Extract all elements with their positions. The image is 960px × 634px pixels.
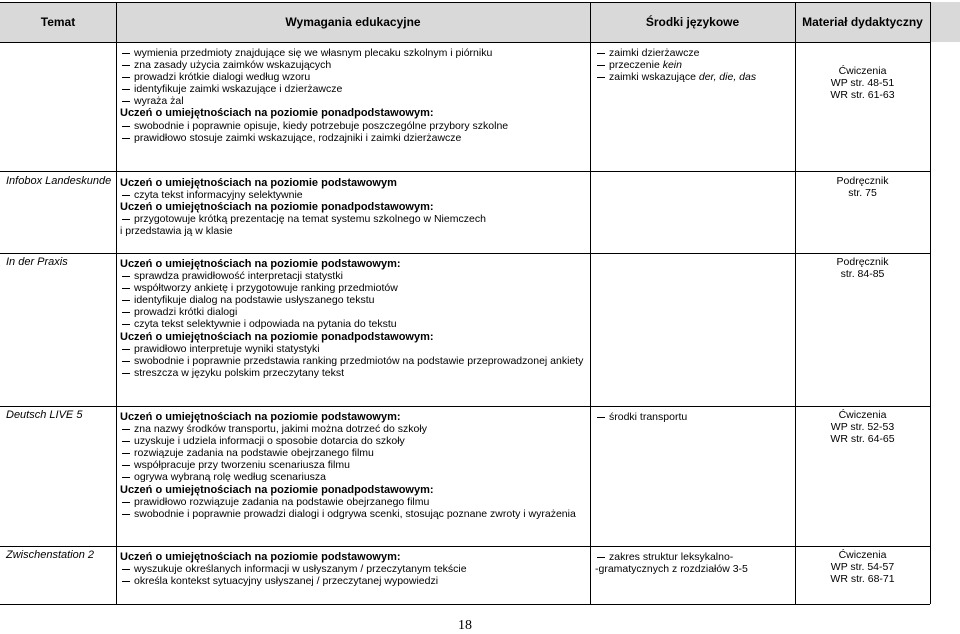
- item-text: streszcza w języku polskim przeczytany tekst: [134, 366, 345, 379]
- list-item: [120, 282, 590, 294]
- material-cell: [800, 256, 925, 280]
- list-item: [120, 508, 590, 520]
- material-line: WP str. 48-51: [830, 77, 895, 90]
- item-text: prowadzi krótkie dialogi według wzoru: [134, 71, 311, 84]
- item-text: czyta tekst selektywnie i odpowiada na pytania do tekstu: [134, 318, 397, 331]
- item-text: Uczeń o umiejętnościach na poziomie ponadpodstawowym:: [120, 201, 434, 214]
- requirements-cell: [120, 411, 590, 520]
- item-text: prowadzi krótki dialogi: [134, 306, 238, 319]
- list-item: [120, 71, 590, 83]
- material-cell: [800, 175, 925, 199]
- item-text: Uczeń o umiejętnościach na poziomie podstawowym: [120, 177, 397, 189]
- item-text: swobodnie i poprawnie przedstawia ranking przedmiotów na podstawie przeprowadzonej ankiety: [134, 354, 584, 367]
- item-text: środki transportu: [609, 411, 688, 423]
- item-italic-text: der, die, das: [698, 71, 757, 84]
- requirement-level-heading: [120, 177, 590, 189]
- material-line: WP str. 54-57: [830, 561, 895, 574]
- language-means-cell: [595, 551, 795, 575]
- list-item: [120, 575, 590, 587]
- list-item: [120, 459, 590, 471]
- material-cell: [800, 409, 925, 445]
- item-text: określa kontekst sytuacyjny usłyszanej / przeczytanej wypowiedzi: [134, 575, 439, 588]
- material-cell: [800, 65, 925, 101]
- material-cell: [800, 549, 925, 585]
- item-italic-text: kein: [662, 59, 682, 72]
- header-temat: Temat: [40, 15, 76, 29]
- requirement-level-heading: [120, 484, 590, 496]
- topic-cell: Infobox Landeskunde: [6, 175, 112, 187]
- grid-line: [0, 253, 930, 254]
- material-line: WP str. 52-53: [830, 421, 895, 434]
- item-text: Uczeń o umiejętnościach na poziomie podstawowym:: [120, 258, 401, 270]
- item-text: rozwiązuje zadania na podstawie obejrzanego filmu: [134, 447, 374, 460]
- requirements-cell: [120, 551, 590, 587]
- list-item: [120, 563, 590, 575]
- language-means-cell: [595, 47, 795, 83]
- item-text: wyraża żal: [134, 95, 184, 108]
- header-material: Materiał dydaktyczny: [802, 15, 923, 29]
- item-text: swobodnie i poprawnie prowadzi dialogi i odgrywa scenki, stosując poznane zwroty i wyrażenia: [134, 507, 576, 520]
- requirement-level-heading: [120, 258, 590, 270]
- item-text: Uczeń o umiejętnościach na poziomie ponadpodstawowym:: [120, 483, 434, 496]
- item-text: zna nazwy środków transportu, jakimi można dotrzeć do szkoły: [134, 423, 427, 436]
- material-line: Podręcznik: [836, 175, 889, 187]
- header-wymagania: Wymagania edukacyjne: [285, 15, 421, 29]
- list-item: [595, 563, 795, 575]
- item-text: przygotowuje krótką prezentację na temat systemu szkolnego w Niemczech: [134, 213, 486, 226]
- item-text: sprawdza prawidłowość interpretacji statystki: [134, 270, 343, 283]
- list-item: [120, 213, 590, 225]
- item-text: Uczeń o umiejętnościach na poziomie podstawowym:: [120, 411, 401, 423]
- list-item: [595, 47, 795, 59]
- item-text: ogrywa wybraną rolę według scenariusza: [134, 471, 327, 484]
- item-text: zaimki wskazujące: [609, 71, 699, 84]
- item-text: i przedstawia ją w klasie: [120, 225, 233, 238]
- list-item: [595, 411, 795, 423]
- list-item: [120, 83, 590, 95]
- item-text: zaimki dzierżawcze: [609, 47, 700, 59]
- item-text: współpracuje przy tworzeniu scenariusza filmu: [134, 459, 350, 472]
- requirements-cell: [120, 47, 590, 144]
- requirement-level-heading: [120, 411, 590, 423]
- list-item: [120, 47, 590, 59]
- grid-line: [0, 171, 930, 172]
- item-text: Uczeń o umiejętnościach na poziomie podstawowym:: [120, 551, 401, 563]
- list-item: [120, 306, 590, 318]
- material-line: str. 84-85: [840, 268, 885, 281]
- item-text: wyszukuje określanych informacji w usłyszanym / przeczytanym tekście: [134, 563, 467, 576]
- table-header: [0, 2, 960, 42]
- item-text: zna zasady użycia zaimków wskazujących: [134, 59, 332, 72]
- item-text: współtworzy ankietę i przygotowuje ranking przedmiotów: [134, 282, 398, 295]
- list-item: [595, 71, 795, 83]
- list-item: [120, 435, 590, 447]
- item-text: przeczenie: [609, 59, 663, 72]
- list-item: [120, 225, 590, 237]
- item-text: Uczeń o umiejętnościach na poziomie ponadpodstawowym:: [120, 107, 434, 120]
- topic-cell: Deutsch LIVE 5: [6, 409, 83, 421]
- requirement-level-heading: [120, 201, 590, 213]
- grid-line: [0, 604, 930, 605]
- grid-line: [116, 2, 117, 604]
- item-text: zakres struktur leksykalno-: [609, 551, 734, 563]
- language-means-cell: [595, 411, 795, 423]
- grid-line: [0, 2, 930, 3]
- item-text: identyfikuje dialog na podstawie usłyszanego tekstu: [134, 294, 375, 307]
- list-item: [120, 59, 590, 71]
- grid-line: [0, 42, 930, 43]
- material-line: Ćwiczenia: [838, 65, 887, 77]
- page-number: 18: [458, 618, 472, 633]
- material-line: WR str. 68-71: [830, 573, 895, 586]
- material-line: Ćwiczenia: [838, 409, 887, 421]
- item-text: identyfikuje zaimki wskazujące i dzierżawcze: [134, 83, 343, 96]
- material-line: Podręcznik: [836, 256, 889, 268]
- list-item: [120, 132, 590, 144]
- list-item: [595, 551, 795, 563]
- list-item: [120, 343, 590, 355]
- material-line: Ćwiczenia: [838, 549, 887, 561]
- requirement-level-heading: [120, 107, 590, 119]
- topic-cell: In der Praxis: [6, 256, 68, 268]
- material-line: WR str. 61-63: [830, 89, 895, 102]
- requirement-level-heading: [120, 551, 590, 563]
- list-item: [120, 270, 590, 282]
- requirement-level-heading: [120, 331, 590, 343]
- item-text: uzyskuje i udziela informacji o sposobie dotarcia do szkoły: [134, 435, 405, 448]
- list-item: [120, 471, 590, 483]
- item-text: swobodnie i poprawnie opisuje, kiedy potrzebuje poszczególne przybory szkolne: [134, 119, 509, 132]
- header-srodki: Środki językowe: [645, 15, 740, 29]
- list-item: [120, 318, 590, 330]
- material-line: WR str. 64-65: [830, 433, 895, 446]
- list-item: [120, 294, 590, 306]
- grid-line: [930, 2, 931, 604]
- list-item: [120, 189, 590, 201]
- list-item: [120, 423, 590, 435]
- item-text: wymienia przedmioty znajdujące się we własnym plecaku szkolnym i piórniku: [134, 47, 493, 59]
- item-text: prawidłowo rozwiązuje zadania na podstawie obejrzanego filmu: [134, 495, 430, 508]
- grid-line: [590, 2, 591, 604]
- material-line: str. 75: [848, 187, 877, 200]
- list-item: [120, 95, 590, 107]
- list-item: [120, 355, 590, 367]
- grid-line: [0, 546, 930, 547]
- requirements-cell: [120, 258, 590, 379]
- grid-line: [795, 2, 796, 604]
- list-item: [120, 367, 590, 379]
- grid-line: [0, 406, 930, 407]
- item-text: -gramatycznych z rozdziałów 3-5: [595, 563, 748, 576]
- item-text: Uczeń o umiejętnościach na poziomie ponadpodstawowym:: [120, 330, 434, 343]
- list-item: [120, 120, 590, 132]
- list-item: [120, 496, 590, 508]
- item-text: prawidłowo stosuje zaimki wskazujące, rodzajniki i zaimki dzierżawcze: [134, 131, 462, 144]
- item-text: czyta tekst informacyjny selektywnie: [134, 189, 303, 202]
- requirements-cell: [120, 177, 590, 237]
- list-item: [120, 447, 590, 459]
- item-text: prawidłowo interpretuje wyniki statystyki: [134, 342, 320, 355]
- topic-cell: Zwischenstation 2: [6, 549, 95, 561]
- list-item: [595, 59, 795, 71]
